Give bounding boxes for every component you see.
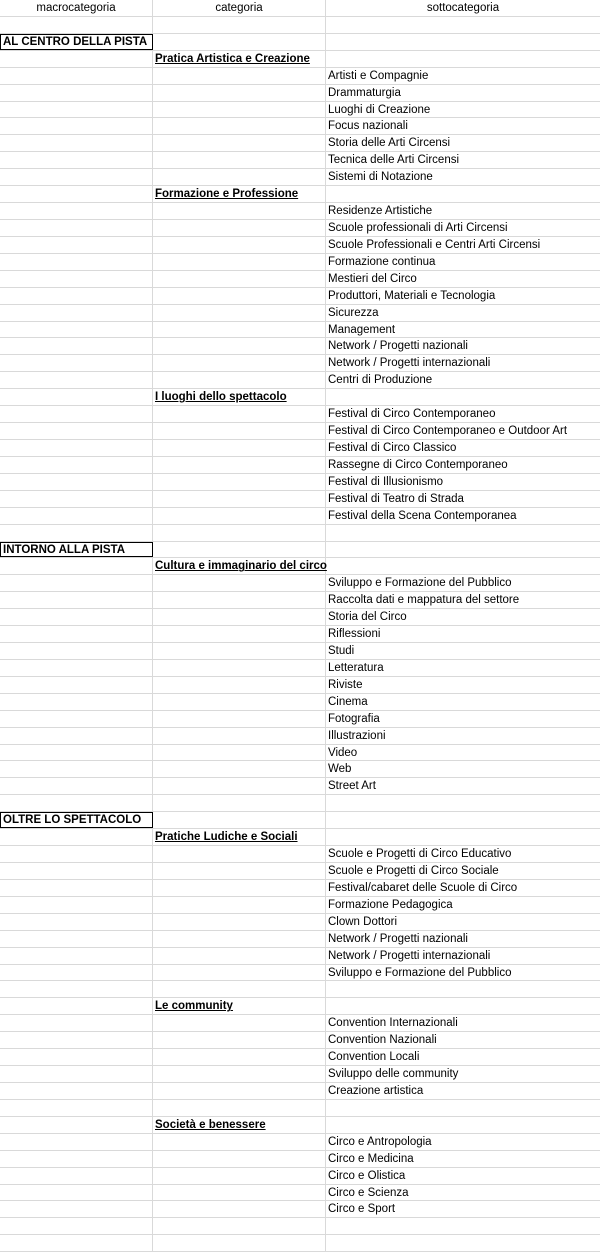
categoria-cell[interactable] — [153, 1066, 326, 1082]
macrocategoria-cell[interactable] — [0, 1218, 153, 1234]
sottocategoria-cell[interactable]: Produttori, Materiali e Tecnologia — [328, 289, 496, 302]
table-row — [0, 220, 600, 237]
macrocategoria-cell[interactable] — [0, 338, 153, 354]
table-row — [0, 186, 600, 203]
sottocategoria-cell[interactable]: Sviluppo delle community — [328, 1068, 459, 1081]
categoria-cell[interactable] — [153, 795, 326, 811]
categoria-cell[interactable] — [153, 1083, 326, 1099]
sottocategoria-cell[interactable]: Festival di Illusionismo — [328, 475, 444, 488]
macrocategoria-cell[interactable]: AL CENTRO DELLA PISTA — [0, 34, 153, 50]
macrocategoria-cell[interactable] — [0, 68, 153, 84]
macrocategoria-cell[interactable] — [0, 102, 153, 118]
categoria-cell[interactable] — [153, 711, 326, 727]
sottocategoria-cell[interactable]: Circo e Scienza — [328, 1186, 409, 1199]
sottocategoria-cell[interactable] — [326, 998, 600, 1014]
table-row — [0, 254, 600, 271]
categoria-cell[interactable] — [153, 254, 326, 270]
categoria-cell[interactable] — [153, 880, 326, 896]
table-row — [0, 542, 600, 559]
macrocategoria-cell[interactable] — [0, 914, 153, 930]
macrocategoria-cell[interactable] — [0, 406, 153, 422]
table-row — [0, 609, 600, 626]
sottocategoria-cell[interactable]: Festival di Circo Classico — [328, 441, 457, 454]
macrocategoria-cell[interactable] — [0, 389, 153, 405]
categoria-cell[interactable] — [153, 34, 326, 50]
macrocategoria-cell[interactable] — [0, 745, 153, 761]
table-row — [0, 389, 600, 406]
categoria-cell[interactable] — [153, 897, 326, 913]
header-row — [0, 0, 600, 17]
categoria-cell[interactable] — [153, 660, 326, 676]
table-row — [0, 457, 600, 474]
table-body — [0, 17, 600, 1252]
categoria-cell[interactable] — [153, 626, 326, 642]
macrocategoria-cell[interactable] — [0, 677, 153, 693]
categoria-cell[interactable]: Cultura e immaginario del circo — [155, 560, 327, 573]
categoria-cell[interactable] — [153, 322, 326, 338]
macrocategoria-cell[interactable] — [0, 51, 153, 67]
table-row — [0, 880, 600, 897]
sottocategoria-cell[interactable]: Convention Nazionali — [328, 1034, 437, 1047]
sottocategoria-cell[interactable] — [326, 525, 600, 541]
sottocategoria-cell[interactable]: Sviluppo e Formazione del Pubblico — [328, 577, 512, 590]
categoria-cell[interactable] — [153, 948, 326, 964]
table-row — [0, 68, 600, 85]
table-row — [0, 1100, 600, 1117]
categoria-cell[interactable] — [153, 575, 326, 591]
sottocategoria-cell[interactable]: Letteratura — [328, 661, 384, 674]
macrocategoria-cell[interactable] — [0, 474, 153, 490]
table-row — [0, 1235, 600, 1252]
macrocategoria-cell[interactable] — [0, 186, 153, 202]
table-row — [0, 1083, 600, 1100]
categoria-cell[interactable] — [153, 118, 326, 134]
macrocategoria-cell[interactable] — [0, 169, 153, 185]
macrocategoria-cell[interactable] — [0, 660, 153, 676]
table-row — [0, 305, 600, 322]
sottocategoria-cell[interactable]: Circo e Sport — [328, 1203, 396, 1216]
categoria-cell[interactable] — [153, 1032, 326, 1048]
macrocategoria-cell[interactable] — [0, 423, 153, 439]
categoria-cell[interactable] — [153, 525, 326, 541]
macrocategoria-cell[interactable] — [0, 85, 153, 101]
sottocategoria-cell[interactable] — [326, 1100, 600, 1116]
categoria-cell[interactable] — [153, 694, 326, 710]
sottocategoria-cell[interactable]: Network / Progetti nazionali — [328, 340, 468, 353]
sottocategoria-cell[interactable]: Festival di Circo Contemporaneo e Outdoor Art — [328, 425, 568, 438]
sottocategoria-cell[interactable] — [326, 558, 600, 574]
table-row — [0, 102, 600, 119]
sottocategoria-cell[interactable]: Centri di Produzione — [328, 374, 433, 387]
categoria-cell[interactable] — [153, 305, 326, 321]
sottocategoria-cell[interactable] — [326, 1117, 600, 1133]
table-row — [0, 338, 600, 355]
table-row — [0, 288, 600, 305]
sottocategoria-cell[interactable]: Scuole e Progetti di Circo Sociale — [328, 865, 499, 878]
macrocategoria-cell[interactable] — [0, 694, 153, 710]
sottocategoria-cell[interactable]: Network / Progetti internazionali — [328, 357, 491, 370]
sottocategoria-cell[interactable]: Artisti e Compagnie — [328, 69, 429, 82]
table-row — [0, 694, 600, 711]
sottocategoria-cell[interactable]: Festival della Scena Contemporanea — [328, 509, 517, 522]
categoria-cell[interactable] — [153, 981, 326, 997]
table-row — [0, 863, 600, 880]
categoria-cell[interactable] — [153, 372, 326, 388]
sottocategoria-cell[interactable]: Luoghi di Creazione — [328, 103, 431, 116]
table-row — [0, 711, 600, 728]
sottocategoria-cell[interactable]: Rassegne di Circo Contemporaneo — [328, 458, 508, 471]
macrocategoria-cell[interactable] — [0, 1015, 153, 1031]
table-row — [0, 1032, 600, 1049]
macrocategoria-cell[interactable] — [0, 1049, 153, 1065]
table-row — [0, 677, 600, 694]
table-row — [0, 1201, 600, 1218]
table-row — [0, 626, 600, 643]
sottocategoria-cell[interactable]: Tecnica delle Arti Circensi — [328, 154, 460, 167]
macrocategoria-cell[interactable] — [0, 948, 153, 964]
table-row — [0, 812, 600, 829]
macrocategoria-cell[interactable] — [0, 1185, 153, 1201]
macrocategoria-cell[interactable] — [0, 1134, 153, 1150]
sottocategoria-cell[interactable] — [326, 1235, 600, 1251]
table-row — [0, 1049, 600, 1066]
table-row — [0, 17, 600, 34]
table-row — [0, 728, 600, 745]
table-row — [0, 660, 600, 677]
sottocategoria-cell[interactable]: Network / Progetti internazionali — [328, 949, 491, 962]
categoria-cell[interactable] — [153, 237, 326, 253]
macrocategoria-cell[interactable] — [0, 1201, 153, 1217]
sottocategoria-cell[interactable] — [326, 1218, 600, 1234]
categoria-cell[interactable] — [153, 863, 326, 879]
macrocategoria-cell[interactable] — [0, 931, 153, 947]
categoria-cell[interactable] — [153, 169, 326, 185]
categoria-cell[interactable] — [153, 68, 326, 84]
categoria-cell[interactable] — [153, 965, 326, 981]
sottocategoria-cell[interactable] — [326, 186, 600, 202]
categoria-cell[interactable] — [153, 812, 326, 828]
macrocategoria-cell[interactable] — [0, 626, 153, 642]
categoria-cell[interactable]: Le community — [153, 998, 326, 1014]
macrocategoria-cell[interactable] — [0, 711, 153, 727]
macrocategoria-cell[interactable] — [0, 897, 153, 913]
sottocategoria-cell[interactable]: Circo e Antropologia — [328, 1135, 432, 1148]
sottocategoria-cell[interactable]: Sviluppo e Formazione del Pubblico — [328, 966, 512, 979]
sottocategoria-cell[interactable]: Scuole Professionali e Centri Arti Circensi — [328, 238, 541, 251]
categoria-cell[interactable] — [153, 338, 326, 354]
table-row — [0, 1015, 600, 1032]
sottocategoria-cell[interactable]: Cinema — [328, 695, 368, 708]
table-row — [0, 152, 600, 169]
sottocategoria-cell[interactable]: Creazione artistica — [328, 1085, 424, 1097]
categoria-cell[interactable] — [153, 406, 326, 422]
categoria-cell[interactable] — [153, 474, 326, 490]
macrocategoria-cell[interactable] — [0, 457, 153, 473]
table-row — [0, 355, 600, 372]
categoria-cell[interactable] — [153, 846, 326, 862]
sottocategoria-cell[interactable] — [326, 17, 600, 33]
categoria-cell[interactable] — [153, 778, 326, 794]
table-row — [0, 914, 600, 931]
categoria-cell[interactable]: I luoghi dello spettacolo — [153, 389, 326, 405]
categoria-cell[interactable] — [153, 152, 326, 168]
table-row — [0, 931, 600, 948]
table-row — [0, 575, 600, 592]
table-row — [0, 525, 600, 542]
table-row — [0, 406, 600, 423]
table-row — [0, 592, 600, 609]
macrocategoria-cell[interactable] — [0, 288, 153, 304]
macrocategoria-cell[interactable] — [0, 998, 153, 1014]
sottocategoria-cell[interactable] — [326, 812, 600, 828]
table-row — [0, 135, 600, 152]
categoria-cell[interactable] — [153, 271, 326, 287]
sottocategoria-cell[interactable]: Focus nazionali — [328, 120, 408, 133]
macrocategoria-cell[interactable] — [0, 118, 153, 134]
table-row — [0, 271, 600, 288]
table-row — [0, 372, 600, 389]
sottocategoria-cell[interactable]: Riviste — [328, 678, 363, 691]
sottocategoria-cell[interactable]: Convention Internazionali — [328, 1017, 458, 1030]
sottocategoria-cell[interactable]: Video — [328, 746, 358, 759]
categoria-cell[interactable] — [153, 203, 326, 219]
macrocategoria-cell[interactable] — [0, 355, 153, 371]
categoria-cell[interactable]: Formazione e Professione — [153, 186, 326, 202]
categoria-cell[interactable] — [153, 85, 326, 101]
categoria-cell[interactable] — [153, 135, 326, 151]
macrocategoria-cell[interactable] — [0, 1032, 153, 1048]
categoria-cell[interactable] — [153, 288, 326, 304]
macrocategoria-cell[interactable] — [0, 305, 153, 321]
table-row — [0, 1066, 600, 1083]
table-row — [0, 237, 600, 254]
table-row — [0, 829, 600, 846]
macrocategoria-cell[interactable] — [0, 558, 153, 574]
table-row — [0, 998, 600, 1015]
table-row — [0, 981, 600, 998]
macrocategoria-cell[interactable] — [0, 220, 153, 236]
sottocategoria-cell[interactable]: Sistemi di Notazione — [328, 171, 433, 184]
sottocategoria-cell[interactable]: Festival di Circo Contemporaneo — [328, 408, 496, 421]
table-row — [0, 1117, 600, 1134]
macrocategoria-cell[interactable] — [0, 1066, 153, 1082]
table-row — [0, 440, 600, 457]
sottocategoria-cell[interactable] — [326, 51, 600, 67]
categoria-cell[interactable] — [153, 1100, 326, 1116]
sottocategoria-cell[interactable]: Management — [328, 323, 396, 336]
sottocategoria-cell[interactable]: Residenze Artistiche — [328, 205, 433, 218]
macrocategoria-cell[interactable] — [0, 643, 153, 659]
macrocategoria-cell[interactable] — [0, 17, 153, 33]
sottocategoria-cell[interactable]: Festival di Teatro di Strada — [328, 492, 464, 505]
header-categoria[interactable]: categoria — [153, 0, 326, 16]
categoria-cell[interactable] — [153, 423, 326, 439]
sottocategoria-cell[interactable]: Circo e Olistica — [328, 1169, 406, 1182]
macrocategoria-cell[interactable] — [0, 237, 153, 253]
sottocategoria-cell[interactable]: Network / Progetti nazionali — [328, 932, 468, 945]
sottocategoria-cell[interactable]: Circo e Medicina — [328, 1152, 414, 1165]
macrocategoria-cell[interactable] — [0, 525, 153, 541]
categoria-cell[interactable] — [153, 728, 326, 744]
sottocategoria-cell[interactable]: Mestieri del Circo — [328, 272, 417, 285]
table-row — [0, 491, 600, 508]
macrocategoria-cell[interactable]: INTORNO ALLA PISTA — [0, 542, 153, 558]
categoria-cell[interactable] — [153, 1168, 326, 1184]
table-row — [0, 423, 600, 440]
categoria-cell[interactable] — [153, 102, 326, 118]
table-row — [0, 745, 600, 762]
macrocategoria-cell[interactable] — [0, 1083, 153, 1099]
sottocategoria-cell[interactable] — [326, 795, 600, 811]
sottocategoria-cell[interactable]: Festival/cabaret delle Scuole di Circo — [328, 881, 518, 894]
categoria-cell[interactable] — [153, 1049, 326, 1065]
table-row — [0, 508, 600, 525]
macrocategoria-cell[interactable] — [0, 1117, 153, 1133]
categoria-cell[interactable] — [153, 761, 326, 777]
macrocategoria-cell[interactable] — [0, 575, 153, 591]
categoria-cell[interactable]: Pratica Artistica e Creazione — [153, 51, 326, 67]
sottocategoria-cell[interactable]: Illustrazioni — [328, 729, 386, 742]
macrocategoria-cell[interactable] — [0, 508, 153, 524]
sottocategoria-cell[interactable]: Formazione continua — [328, 255, 436, 268]
table-row — [0, 558, 600, 575]
categoria-cell[interactable] — [153, 677, 326, 693]
sottocategoria-cell[interactable]: Studi — [328, 645, 355, 658]
macrocategoria-cell[interactable] — [0, 1100, 153, 1116]
categoria-cell[interactable] — [153, 220, 326, 236]
macrocategoria-cell[interactable] — [0, 981, 153, 997]
sottocategoria-cell[interactable]: Scuole e Progetti di Circo Educativo — [328, 848, 512, 861]
table-row — [0, 51, 600, 68]
sottocategoria-cell[interactable]: Raccolta dati e mappatura del settore — [328, 594, 520, 607]
sottocategoria-cell[interactable]: Drammaturgia — [328, 86, 401, 99]
categoria-cell[interactable] — [153, 745, 326, 761]
categoria-cell[interactable] — [153, 457, 326, 473]
table-row — [0, 948, 600, 965]
table-row — [0, 1168, 600, 1185]
table-row — [0, 1185, 600, 1202]
sottocategoria-cell[interactable]: Fotografia — [328, 712, 380, 725]
macrocategoria-cell[interactable] — [0, 795, 153, 811]
macrocategoria-cell[interactable]: OLTRE LO SPETTACOLO — [0, 812, 153, 828]
macrocategoria-cell[interactable] — [0, 880, 153, 896]
macrocategoria-cell[interactable] — [0, 322, 153, 338]
table-row — [0, 1151, 600, 1168]
sottocategoria-cell[interactable] — [326, 542, 600, 558]
sottocategoria-cell[interactable] — [326, 981, 600, 997]
sottocategoria-cell[interactable] — [326, 34, 600, 50]
categoria-cell[interactable] — [153, 1201, 326, 1217]
macrocategoria-cell[interactable] — [0, 863, 153, 879]
categoria-cell[interactable] — [153, 1235, 326, 1251]
categoria-cell[interactable] — [153, 643, 326, 659]
header-sottocategoria[interactable]: sottocategoria — [426, 2, 500, 14]
macrocategoria-cell[interactable] — [0, 1235, 153, 1251]
sottocategoria-cell[interactable]: Sicurezza — [328, 306, 379, 319]
table-row — [0, 795, 600, 812]
macrocategoria-cell[interactable] — [0, 846, 153, 862]
macrocategoria-cell[interactable] — [0, 372, 153, 388]
categoria-cell[interactable]: Pratiche Ludiche e Sociali — [153, 829, 326, 845]
categoria-cell[interactable] — [153, 931, 326, 947]
categoria-cell[interactable] — [153, 1134, 326, 1150]
categoria-cell[interactable] — [153, 1218, 326, 1234]
categoria-cell[interactable] — [153, 1185, 326, 1201]
categoria-cell[interactable] — [153, 440, 326, 456]
macrocategoria-cell[interactable] — [0, 440, 153, 456]
categoria-cell[interactable] — [153, 355, 326, 371]
table-row — [0, 203, 600, 220]
macrocategoria-cell[interactable] — [0, 592, 153, 608]
sottocategoria-cell[interactable]: Clown Dottori — [328, 915, 398, 928]
table-row — [0, 778, 600, 795]
table-row — [0, 643, 600, 660]
table-row — [0, 846, 600, 863]
table-row — [0, 322, 600, 339]
categoria-cell[interactable]: Società e benessere — [153, 1117, 326, 1133]
sottocategoria-cell[interactable] — [326, 389, 600, 405]
header-macrocategoria[interactable]: macrocategoria — [0, 0, 153, 16]
macrocategoria-cell[interactable] — [0, 829, 153, 845]
macrocategoria-cell[interactable] — [0, 491, 153, 507]
table-row — [0, 118, 600, 135]
categoria-cell[interactable] — [153, 542, 326, 558]
table-row — [0, 34, 600, 51]
categoria-cell[interactable] — [153, 592, 326, 608]
macrocategoria-cell[interactable] — [0, 254, 153, 270]
macrocategoria-cell[interactable] — [0, 271, 153, 287]
categoria-cell[interactable] — [153, 17, 326, 33]
table-row — [0, 761, 600, 778]
macrocategoria-cell[interactable] — [0, 965, 153, 981]
table-row — [0, 1218, 600, 1235]
sottocategoria-cell[interactable]: Web — [328, 763, 352, 776]
macrocategoria-cell[interactable] — [0, 1168, 153, 1184]
table-row — [0, 169, 600, 186]
macrocategoria-cell[interactable] — [0, 135, 153, 151]
categoria-cell[interactable] — [153, 1151, 326, 1167]
sottocategoria-cell[interactable]: Street Art — [328, 780, 376, 793]
categoria-cell[interactable] — [153, 914, 326, 930]
table-row — [0, 965, 600, 982]
macrocategoria-cell[interactable] — [0, 1151, 153, 1167]
sottocategoria-cell[interactable]: Storia delle Arti Circensi — [328, 137, 451, 150]
categoria-cell[interactable] — [153, 491, 326, 507]
sottocategoria-cell[interactable]: Scuole professionali di Arti Circensi — [328, 221, 508, 234]
table-row — [0, 85, 600, 102]
table-row — [0, 897, 600, 914]
categoria-cell[interactable] — [153, 508, 326, 524]
table-row — [0, 1134, 600, 1151]
categoria-cell[interactable] — [153, 1015, 326, 1031]
macrocategoria-cell[interactable] — [0, 778, 153, 794]
sottocategoria-cell[interactable]: Convention Locali — [328, 1051, 420, 1064]
macrocategoria-cell[interactable] — [0, 609, 153, 625]
macrocategoria-cell[interactable] — [0, 203, 153, 219]
sottocategoria-cell[interactable]: Formazione Pedagogica — [328, 898, 453, 911]
macrocategoria-cell[interactable] — [0, 728, 153, 744]
sottocategoria-cell[interactable] — [326, 829, 600, 845]
categoria-cell[interactable] — [153, 609, 326, 625]
table-row — [0, 474, 600, 491]
macrocategoria-cell[interactable] — [0, 761, 153, 777]
macrocategoria-cell[interactable] — [0, 152, 153, 168]
sottocategoria-cell[interactable]: Riflessioni — [328, 628, 381, 641]
sottocategoria-cell[interactable]: Storia del Circo — [328, 611, 407, 624]
